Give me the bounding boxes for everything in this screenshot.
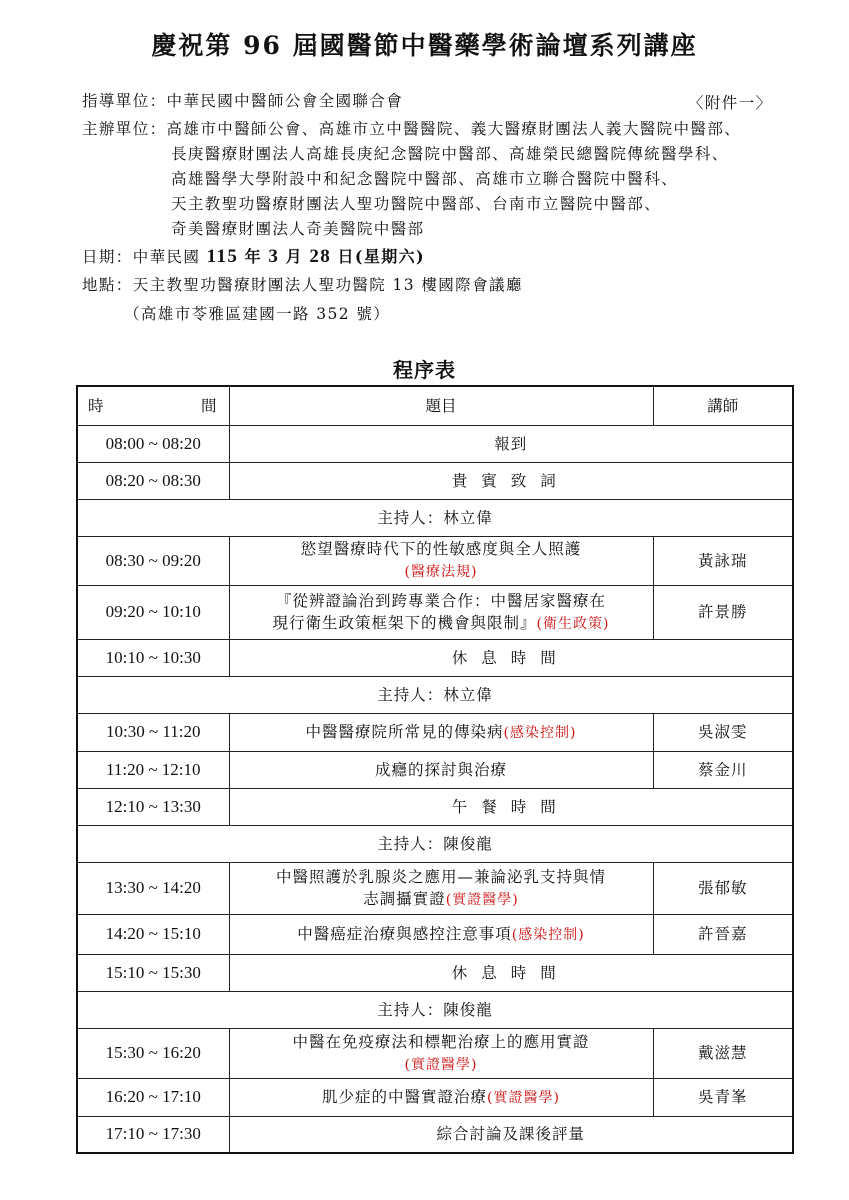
topic-cell (229, 713, 653, 751)
session-row (77, 425, 793, 462)
topic-cell (229, 1116, 793, 1153)
host-name: 主持人：陳俊龍 (77, 991, 793, 1028)
organizer-line: 奇美醫療財團法人奇美醫院中醫部 (171, 220, 425, 238)
session-row (77, 954, 793, 991)
host-row (77, 991, 793, 1028)
topic-cell (229, 914, 653, 954)
date-year-unit: 年 (244, 247, 263, 266)
header-time-a: 時 (88, 396, 104, 415)
category-tag: (實證醫學) (487, 1089, 560, 1106)
speaker-name: 張郁敏 (653, 862, 793, 914)
time-slot: 08:20 ~ 08:30 (77, 462, 229, 499)
time-slot: 12:10 ~ 13:30 (77, 788, 229, 825)
speaker-name: 吳淑雯 (653, 713, 793, 751)
speaker-name: 吳青峯 (653, 1078, 793, 1116)
topic-cell (229, 585, 653, 639)
host-name: 主持人：林立偉 (77, 499, 793, 536)
topic-cell (229, 1078, 653, 1116)
topic-cell (229, 639, 793, 676)
location-value: 天主教聖功醫療財團法人聖功醫院 13 樓國際會議廳 (132, 276, 523, 294)
location-label: 地點： (82, 276, 133, 294)
date-day: 28 (309, 246, 332, 267)
topic-cell (229, 751, 653, 788)
event-date (82, 244, 425, 268)
program-title: 程序表 (393, 358, 456, 382)
guidance-value: 中華民國中醫師公會全國聯合會 (166, 92, 404, 110)
organizer-line: 高雄市中醫師公會、高雄市立中醫醫院、義大醫療財團法人義大醫院中醫部、 (166, 120, 742, 138)
category-tag: (實證醫學) (404, 1056, 478, 1073)
topic-text-line2: 現行衛生政策框架下的機會與限制』 (272, 613, 537, 632)
category-tag: (感染控制) (511, 926, 585, 943)
session-row (77, 462, 793, 499)
topic-cell (229, 536, 653, 585)
category-tag: (衛生政策) (536, 615, 610, 632)
header-speaker: 講師 (653, 386, 793, 425)
time-slot: 15:10 ~ 15:30 (77, 954, 229, 991)
organizer-line: 長庚醫療財團法人高雄長庚紀念醫院中醫部、高雄榮民總醫院傳統醫學科、 (171, 145, 729, 163)
attachment-label: 〈附件一〉 (688, 94, 773, 112)
topic-text: 中醫癌症治療與感控注意事項 (297, 924, 512, 943)
speaker-name: 戴滋慧 (653, 1028, 793, 1078)
header-time (77, 386, 229, 425)
talk-row (77, 1078, 793, 1116)
guidance-label: 指導單位： (82, 92, 167, 110)
time-slot: 08:30 ~ 09:20 (77, 536, 229, 585)
speaker-name: 許景勝 (653, 585, 793, 639)
host-row (77, 825, 793, 862)
topic-cell (229, 1028, 653, 1078)
header-topic: 題目 (229, 386, 653, 425)
date-year: 115 (206, 246, 239, 267)
host-name: 主持人：林立偉 (77, 676, 793, 713)
host-name: 主持人：陳俊龍 (77, 825, 793, 862)
category-tag: (醫療法規) (404, 564, 478, 580)
talk-row (77, 585, 793, 639)
topic-text: 綜合討論及課後評量 (436, 1125, 585, 1144)
topic-text-line2: 志調攝實證 (363, 889, 446, 908)
date-month-unit: 月 (285, 247, 303, 266)
schedule-table (76, 385, 794, 1154)
topic-text: 中醫在免疫療法和標靶治療上的應用實證 (292, 1032, 590, 1051)
guidance-unit (82, 90, 403, 113)
time-slot: 16:20 ~ 17:10 (77, 1078, 229, 1116)
topic-text: 中醫照護於乳腺炎之應用—兼論泌乳支持與情 (275, 867, 606, 886)
session-row (77, 788, 793, 825)
organizer-line: 天主教聖功醫療財團法人聖功醫院中醫部、台南市立醫院中醫部、 (171, 195, 662, 213)
session-row (77, 1116, 793, 1153)
topic-text: 休息時間 (451, 648, 570, 667)
time-slot: 10:30 ~ 11:20 (77, 713, 229, 751)
event-location (82, 273, 523, 295)
talk-row (77, 713, 793, 751)
time-slot: 09:20 ~ 10:10 (77, 585, 229, 639)
session-row (77, 639, 793, 676)
topic-text: 成癮的探討與治療 (374, 760, 507, 779)
category-tag: (感染控制) (503, 724, 577, 741)
topic-cell (229, 462, 793, 499)
talk-row (77, 862, 793, 914)
organizers-label: 主辦單位： (82, 120, 167, 138)
time-slot: 08:00 ~ 08:20 (77, 425, 229, 462)
organizers (82, 118, 741, 241)
topic-text: 休息時間 (451, 963, 570, 982)
talk-row (77, 914, 793, 954)
topic-cell (229, 954, 793, 991)
topic-text: 中醫醫療院所常見的傳染病 (305, 722, 504, 741)
time-slot: 15:30 ~ 16:20 (77, 1028, 229, 1078)
topic-text: 肌少症的中醫實證治療 (322, 1087, 488, 1106)
category-tag: (實證醫學) (445, 891, 519, 908)
time-slot: 11:20 ~ 12:10 (77, 751, 229, 788)
host-row (77, 676, 793, 713)
topic-text: 午餐時間 (451, 797, 570, 816)
table-header-row (77, 386, 793, 425)
speaker-name: 黃詠瑞 (653, 536, 793, 585)
organizer-line: 高雄醫學大學附設中和紀念醫院中醫部、高雄市立聯合醫院中醫科、 (171, 170, 679, 188)
talk-row (77, 536, 793, 585)
talk-row (77, 751, 793, 788)
topic-text: 『從辨證論治到跨專業合作：中醫居家醫療在 (275, 591, 606, 610)
host-row (77, 499, 793, 536)
header-time-b: 間 (200, 396, 217, 415)
topic-cell (229, 862, 653, 914)
topic-text: 慾望醫療時代下的性敏感度與全人照護 (300, 540, 582, 558)
topic-cell (229, 788, 793, 825)
date-label: 日期：中華民國 (82, 248, 201, 266)
date-day-unit: 日(星期六) (337, 247, 426, 266)
document-title: 慶祝第 96 屆國醫節中醫藥學術論壇系列講座 (151, 31, 698, 60)
speaker-name: 蔡金川 (653, 751, 793, 788)
talk-row (77, 1028, 793, 1078)
topic-cell (229, 425, 793, 462)
topic-text: 貴賓致詞 (451, 471, 570, 490)
time-slot: 17:10 ~ 17:30 (77, 1116, 229, 1153)
event-address: （高雄市苓雅區建國一路 352 號） (124, 305, 391, 323)
time-slot: 13:30 ~ 14:20 (77, 862, 229, 914)
time-slot: 14:20 ~ 15:10 (77, 914, 229, 954)
speaker-name: 許晉嘉 (653, 914, 793, 954)
date-month: 3 (268, 246, 280, 267)
topic-text: 報到 (494, 434, 528, 453)
time-slot: 10:10 ~ 10:30 (77, 639, 229, 676)
